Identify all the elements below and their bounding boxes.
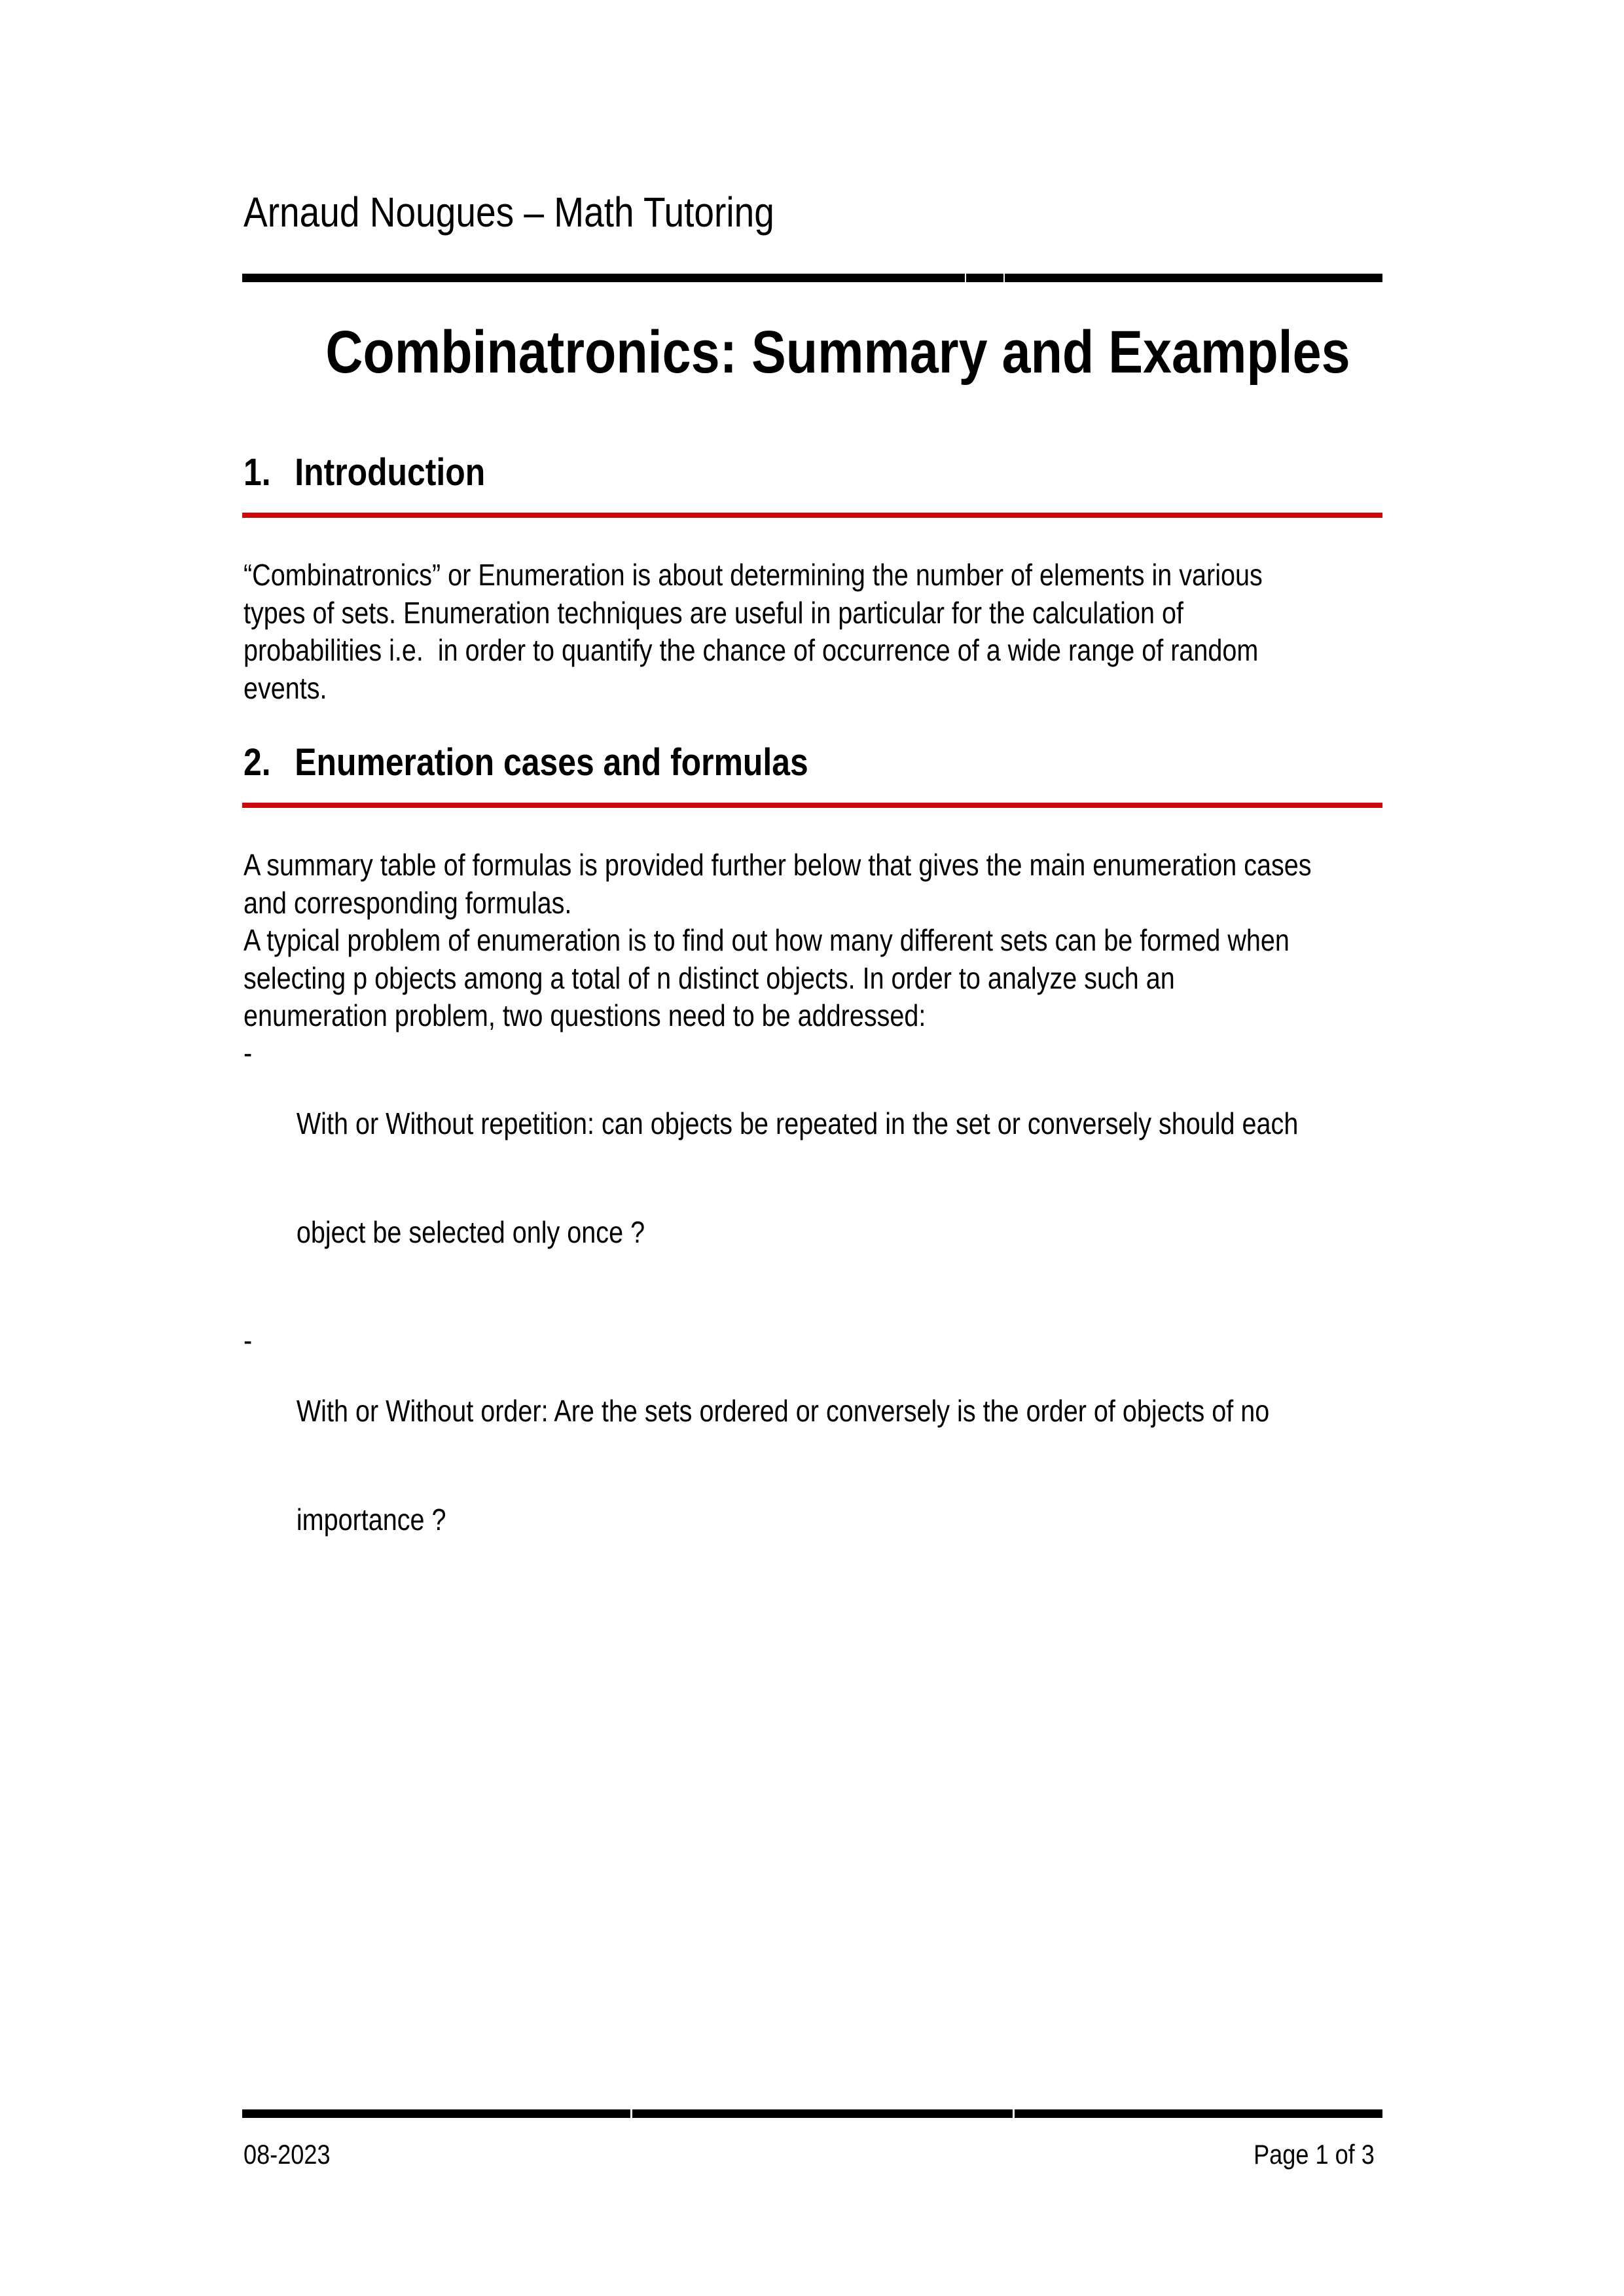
- section-1-paragraph: [244, 556, 1428, 707]
- text-line: A summary table of formulas is provided further below that gives the main enumeration cases: [244, 848, 1312, 882]
- section-1-heading-text: [244, 449, 485, 496]
- rule-gap: [1013, 2109, 1015, 2118]
- text-line: With or Without repetition: can objects be repeated in the set or conversely should each: [296, 1106, 1299, 1140]
- text-line: enumeration problem, two questions need to be addressed:: [244, 998, 926, 1032]
- section-2-divider: [242, 803, 1382, 808]
- text-line: and corresponding formulas.: [244, 885, 572, 920]
- section-2-heading-label: Enumeration cases and formulas: [295, 741, 808, 784]
- text-line: object be selected only once ?: [296, 1214, 645, 1249]
- footer-rule: [242, 2109, 1382, 2118]
- page-title-row: [242, 316, 1382, 388]
- bullet-text: [297, 1034, 1299, 1322]
- footer-date: [244, 2138, 344, 2172]
- footer-page-number-text: Page 1 of 3: [1254, 2139, 1375, 2170]
- text-line: events.: [244, 670, 327, 705]
- footer-date-text: 08-2023: [244, 2139, 331, 2170]
- page-title: Combinatronics: Summary and Examples: [325, 319, 1350, 386]
- bullet-item: [244, 1034, 1298, 1322]
- text-line: selecting p objects among a total of n distinct objects. In order to analyze such an: [244, 960, 1175, 995]
- text-line: importance ?: [296, 1502, 446, 1537]
- bullet-dash: -: [244, 1036, 253, 1070]
- section-1-number: 1.: [244, 451, 271, 494]
- text-line: probabilities i.e. in order to quantify the chance of occurrence of a wide range of random: [244, 633, 1259, 667]
- document-header-text: Arnaud Nougues – Math Tutoring: [244, 189, 774, 236]
- rule-gap: [1003, 274, 1005, 282]
- section-2-heading: [244, 739, 900, 786]
- document-header: [244, 187, 861, 237]
- text-line: A typical problem of enumeration is to find out how many different sets can be formed when: [244, 923, 1290, 957]
- rule-gap: [630, 2109, 632, 2118]
- text-line: types of sets. Enumeration techniques are useful in particular for the calculation of: [244, 595, 1183, 630]
- section-1-heading-label: Introduction: [295, 451, 486, 494]
- section-1-divider: [242, 513, 1382, 518]
- bullet-text: [297, 1322, 1269, 1609]
- section-2-bullet-list: [244, 1034, 1470, 1609]
- bullet-dash: -: [244, 1323, 253, 1357]
- rule-gap: [965, 274, 966, 282]
- bullet-item: [244, 1322, 1298, 1609]
- section-1-heading: [244, 449, 524, 496]
- section-2-paragraph: [244, 847, 1485, 1035]
- text-line: With or Without order: Are the sets ordered or conversely is the order of objects of no: [296, 1394, 1270, 1428]
- text-line: “Combinatronics” or Enumeration is about determining the number of elements in various: [244, 558, 1263, 592]
- header-rule: [242, 274, 1382, 282]
- section-2-number: 2.: [244, 741, 271, 784]
- footer-page-number: [1234, 2138, 1375, 2172]
- section-2-heading-text: [244, 739, 808, 786]
